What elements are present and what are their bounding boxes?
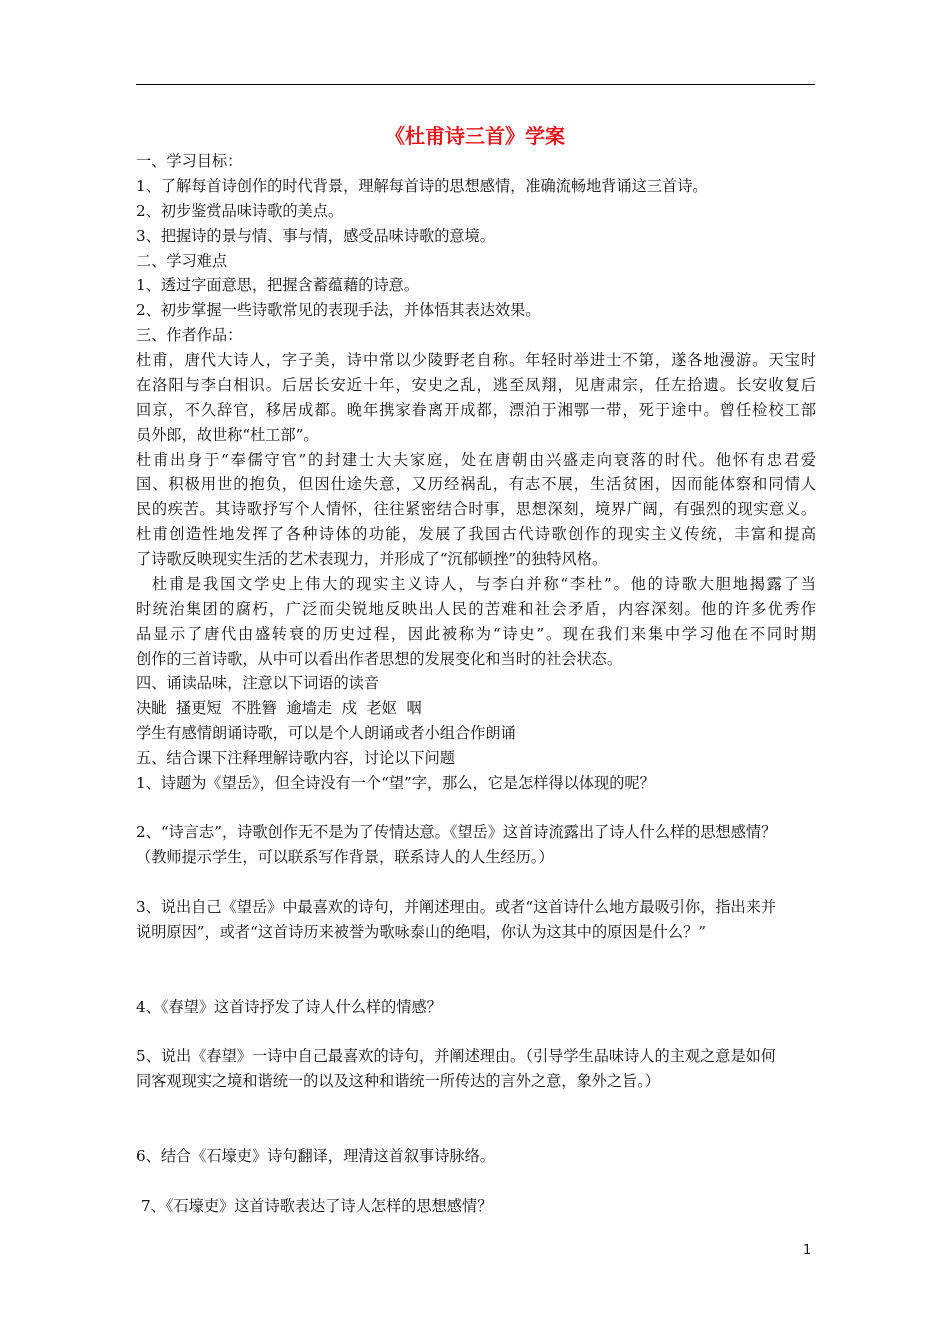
author-paragraph-line: 杜甫创造性地发挥了各种诗体的功能，发展了我国古代诗歌创作的现实主义传统，丰富和提高 [136, 525, 816, 543]
author-paragraph-line: 了诗歌反映现实生活的艺术表现力，并形成了“沉郁顿挫”的独特风格。 [136, 550, 608, 568]
author-paragraph-line: 员外郎，故世称“杜工部”。 [136, 426, 319, 444]
question-2-hint: （教师提示学生，可以联系写作背景，联系诗人的人生经历。） [136, 848, 554, 866]
reading-note: 学生有感情朗诵诗歌，可以是个人朗诵或者小组合作朗诵 [136, 724, 516, 742]
question-5-continued: 同客观现实之境和谐统一的以及这种和谐统一所传达的言外之意，象外之旨。） [136, 1072, 660, 1090]
difficulty-item: 1、透过字面意思，把握含蓄蕴藉的诗意。 [136, 276, 420, 294]
discussion-heading: 五、结合课下注释理解诗歌内容，讨论以下问题 [136, 749, 455, 767]
header-rule [136, 84, 815, 85]
question-3-continued: 说明原因”，或者“这首诗历来被誉为歌咏泰山的绝唱，你认为这其中的原因是什么？” [136, 923, 707, 941]
goals-heading: 一、学习目标： [136, 152, 243, 170]
author-heading: 三、作者作品： [136, 326, 243, 344]
author-paragraph-line: 创作的三首诗歌，从中可以看出作者思想的发展变化和当时的社会状态。 [136, 650, 622, 668]
question-5: 5、说出《春望》一诗中自己最喜欢的诗句，并阐述理由。（引导学生品味诗人的主观之意是如何 [136, 1047, 776, 1065]
author-paragraph-line: 时统治集团的腐朽，广泛而尖锐地反映出人民的苦难和社会矛盾，内容深刻。他的许多优秀作 [136, 600, 816, 618]
page-number: 1 [803, 1243, 812, 1258]
author-paragraph-line: 在洛阳与李白相识。后居长安近十年，安史之乱，逃至凤翔，见唐肃宗，任左拾遗。长安收复后 [136, 376, 816, 394]
document-title: 《杜甫诗三首》学案 [385, 124, 565, 148]
question-3: 3、说出自己《望岳》中最喜欢的诗句，并阐述理由。或者“这首诗什么地方最吸引你，指出来并 [136, 898, 777, 916]
author-paragraph-line: 民的疾苦。其诗歌抒写个人情怀，往往紧密结合时事，思想深刻，境界广阔，有强烈的现实意义。 [136, 500, 816, 518]
author-paragraph-line: 品显示了唐代由盛转衰的历史过程，因此被称为“诗史”。现在我们来集中学习他在不同时期 [136, 625, 816, 643]
question-2: 2、“诗言志”，诗歌创作无不是为了传情达意。《望岳》这首诗流露出了诗人什么样的思想感情？ [136, 823, 777, 841]
goal-item: 3、把握诗的景与情、事与情，感受品味诗歌的意境。 [136, 227, 495, 245]
difficulty-heading: 二、学习难点 [136, 252, 228, 270]
author-paragraph-line: 回京，不久辞官，移居成都。晚年携家眷离开成都，漂泊于湘鄂一带，死于途中。曾任检校工部 [136, 401, 816, 419]
difficulty-item: 2、初步掌握一些诗歌常见的表现手法，并体悟其表达效果。 [136, 301, 541, 319]
question-7: 7、《石壕吏》这首诗歌表达了诗人怎样的思想感情？ [141, 1197, 493, 1215]
author-paragraph-line: 杜甫是我国文学史上伟大的现实主义诗人，与李白并称“李杜”。他的诗歌大胆地揭露了当 [152, 575, 816, 593]
author-paragraph-line: 杜甫，唐代大诗人，字子美，诗中常以少陵野老自称。年轻时举进士不第，遂各地漫游。天宝时 [136, 351, 816, 369]
question-4: 4、《春望》这首诗抒发了诗人什么样的情感？ [136, 998, 442, 1016]
author-paragraph-line: 国、积极用世的抱负，但因仕途失意，又历经祸乱，有志不展，生活贫困，因而能体察和同情人 [136, 475, 816, 493]
author-paragraph-line: 杜甫出身于“奉儒守官”的封建士大夫家庭，处在唐朝由兴盛走向衰落的时代。他怀有忠君爱 [136, 451, 816, 469]
reading-words: 决眦 搔更短 不胜簪 逾墙走 戍 老妪 咽 [136, 699, 422, 717]
goal-item: 2、初步鉴赏品味诗歌的美点。 [136, 202, 344, 220]
question-1: 1、诗题为《望岳》，但全诗没有一个“望”字，那么，它是怎样得以体现的呢？ [136, 774, 655, 792]
goal-item: 1、了解每首诗创作的时代背景，理解每首诗的思想感情，准确流畅地背诵这三首诗。 [136, 177, 708, 195]
question-6: 6、结合《石壕吏》诗句翻译，理清这首叙事诗脉络。 [136, 1147, 495, 1165]
reading-heading: 四、诵读品味，注意以下词语的读音 [136, 674, 379, 692]
